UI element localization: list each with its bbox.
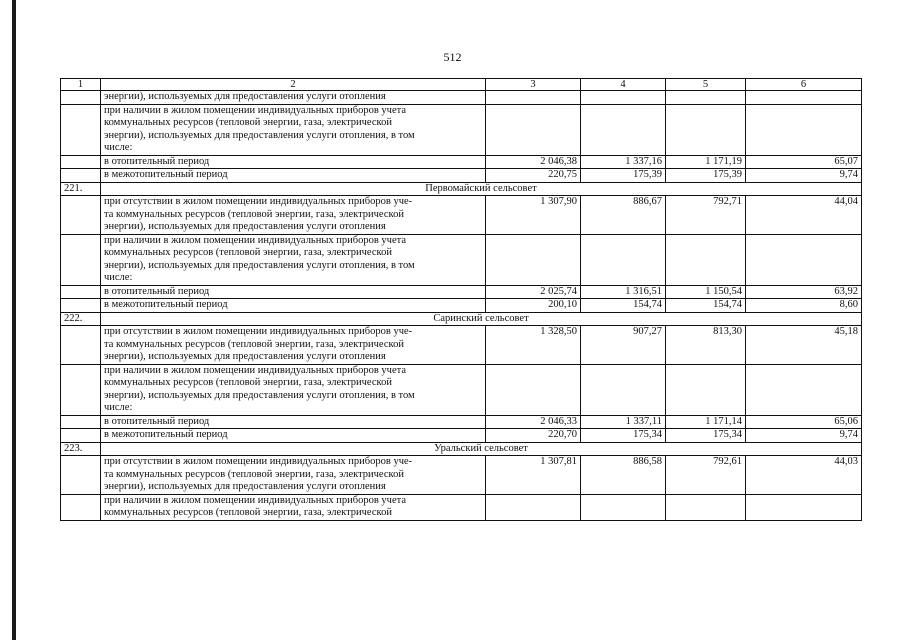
value-cell: 1 337,16 xyxy=(581,155,666,169)
row-description: в межотопительный период xyxy=(101,299,486,313)
row-description: в отопительный период xyxy=(101,415,486,429)
section-row xyxy=(61,182,862,196)
row-description: в отопительный период xyxy=(101,285,486,299)
table-row xyxy=(61,494,862,520)
value-cell: 2 046,38 xyxy=(486,155,581,169)
value-cell xyxy=(486,104,581,155)
column-header: 5 xyxy=(666,79,746,91)
value-cell xyxy=(666,364,746,415)
row-number xyxy=(61,234,101,285)
row-description: в межотопительный период xyxy=(101,169,486,183)
column-header: 6 xyxy=(746,79,862,91)
value-cell xyxy=(581,91,666,105)
value-cell: 813,30 xyxy=(666,326,746,365)
value-cell: 792,71 xyxy=(666,196,746,235)
value-cell: 1 150,54 xyxy=(666,285,746,299)
value-cell: 63,92 xyxy=(746,285,862,299)
table-row xyxy=(61,169,862,183)
row-description: при наличии в жилом помещении индивидуальных приборов учета коммунальных ресурсов (тепловой энергии, газа, электрической энергии), используемых для предоставления услуги отопления, в том числе: xyxy=(101,364,486,415)
row-description: при отсутствии в жилом помещении индивидуальных приборов уче- та коммунальных ресурсов (тепловой энергии, газа, электрической энергии), используемых для предоставления услуги отопления xyxy=(101,456,486,495)
value-cell: 220,75 xyxy=(486,169,581,183)
value-cell: 45,18 xyxy=(746,326,862,365)
row-number xyxy=(61,456,101,495)
row-description: энергии), используемых для предоставления услуги отопления xyxy=(101,91,486,105)
value-cell xyxy=(486,91,581,105)
value-cell: 220,70 xyxy=(486,429,581,443)
value-cell xyxy=(746,234,862,285)
value-cell: 792,61 xyxy=(666,456,746,495)
value-cell xyxy=(581,494,666,520)
value-cell xyxy=(486,234,581,285)
value-cell: 44,04 xyxy=(746,196,862,235)
value-cell: 154,74 xyxy=(581,299,666,313)
value-cell xyxy=(666,234,746,285)
section-title: Первомайский сельсовет xyxy=(101,182,862,196)
row-number xyxy=(61,429,101,443)
row-number xyxy=(61,196,101,235)
table-body xyxy=(61,79,862,521)
value-cell xyxy=(581,104,666,155)
value-cell: 1 316,51 xyxy=(581,285,666,299)
table-row xyxy=(61,285,862,299)
value-cell xyxy=(746,104,862,155)
value-cell: 886,67 xyxy=(581,196,666,235)
value-cell: 2 025,74 xyxy=(486,285,581,299)
section-title: Саринский сельсовет xyxy=(101,312,862,326)
table-row xyxy=(61,104,862,155)
section-title: Уральский сельсовет xyxy=(101,442,862,456)
row-number xyxy=(61,104,101,155)
column-header: 2 xyxy=(101,79,486,91)
table-row xyxy=(61,91,862,105)
row-number xyxy=(61,285,101,299)
row-description: при отсутствии в жилом помещении индивидуальных приборов уче- та коммунальных ресурсов (тепловой энергии, газа, электрической энергии), используемых для предоставления услуги отопления xyxy=(101,326,486,365)
table-row xyxy=(61,456,862,495)
value-cell: 175,39 xyxy=(666,169,746,183)
value-cell: 175,34 xyxy=(581,429,666,443)
table-row xyxy=(61,196,862,235)
value-cell: 175,39 xyxy=(581,169,666,183)
table-row xyxy=(61,299,862,313)
value-cell: 8,60 xyxy=(746,299,862,313)
value-cell xyxy=(581,234,666,285)
value-cell: 1 307,81 xyxy=(486,456,581,495)
value-cell xyxy=(581,364,666,415)
table-row xyxy=(61,364,862,415)
row-description: при отсутствии в жилом помещении индивидуальных приборов уче- та коммунальных ресурсов (тепловой энергии, газа, электрической энергии), используемых для предоставления услуги отопления xyxy=(101,196,486,235)
value-cell: 9,74 xyxy=(746,429,862,443)
value-cell xyxy=(746,494,862,520)
value-cell xyxy=(746,364,862,415)
row-number xyxy=(61,155,101,169)
value-cell xyxy=(666,91,746,105)
tariff-table xyxy=(60,78,862,521)
row-number xyxy=(61,364,101,415)
value-cell: 175,34 xyxy=(666,429,746,443)
table-row xyxy=(61,326,862,365)
value-cell: 1 307,90 xyxy=(486,196,581,235)
value-cell xyxy=(666,494,746,520)
section-row xyxy=(61,312,862,326)
row-number xyxy=(61,326,101,365)
value-cell: 65,06 xyxy=(746,415,862,429)
value-cell xyxy=(486,364,581,415)
value-cell: 1 337,11 xyxy=(581,415,666,429)
page-number: 512 xyxy=(443,50,462,64)
row-number xyxy=(61,169,101,183)
table-row xyxy=(61,429,862,443)
column-header: 3 xyxy=(486,79,581,91)
value-cell: 9,74 xyxy=(746,169,862,183)
row-number: 223. xyxy=(61,442,101,456)
value-cell: 44,03 xyxy=(746,456,862,495)
row-description: при наличии в жилом помещении индивидуальных приборов учета коммунальных ресурсов (тепловой энергии, газа, электрической xyxy=(101,494,486,520)
value-cell: 1 171,14 xyxy=(666,415,746,429)
column-header: 4 xyxy=(581,79,666,91)
value-cell: 2 046,33 xyxy=(486,415,581,429)
scan-edge-bar xyxy=(12,0,16,640)
row-number xyxy=(61,299,101,313)
value-cell: 154,74 xyxy=(666,299,746,313)
row-number xyxy=(61,91,101,105)
row-number xyxy=(61,415,101,429)
value-cell xyxy=(746,91,862,105)
value-cell: 1 328,50 xyxy=(486,326,581,365)
value-cell: 907,27 xyxy=(581,326,666,365)
row-number: 222. xyxy=(61,312,101,326)
table-row xyxy=(61,415,862,429)
table-header-row xyxy=(61,79,862,91)
section-row xyxy=(61,442,862,456)
value-cell xyxy=(666,104,746,155)
value-cell: 1 171,19 xyxy=(666,155,746,169)
table-row xyxy=(61,234,862,285)
row-description: при наличии в жилом помещении индивидуальных приборов учета коммунальных ресурсов (тепловой энергии, газа, электрической энергии), используемых для предоставления услуги отопления, в том числе: xyxy=(101,104,486,155)
row-number: 221. xyxy=(61,182,101,196)
value-cell xyxy=(486,494,581,520)
row-number xyxy=(61,494,101,520)
row-description: в межотопительный период xyxy=(101,429,486,443)
row-description: при наличии в жилом помещении индивидуальных приборов учета коммунальных ресурсов (тепловой энергии, газа, электрической энергии), используемых для предоставления услуги отопления, в том числе: xyxy=(101,234,486,285)
value-cell: 65,07 xyxy=(746,155,862,169)
table-row xyxy=(61,155,862,169)
value-cell: 886,58 xyxy=(581,456,666,495)
row-description: в отопительный период xyxy=(101,155,486,169)
column-header: 1 xyxy=(61,79,101,91)
value-cell: 200,10 xyxy=(486,299,581,313)
